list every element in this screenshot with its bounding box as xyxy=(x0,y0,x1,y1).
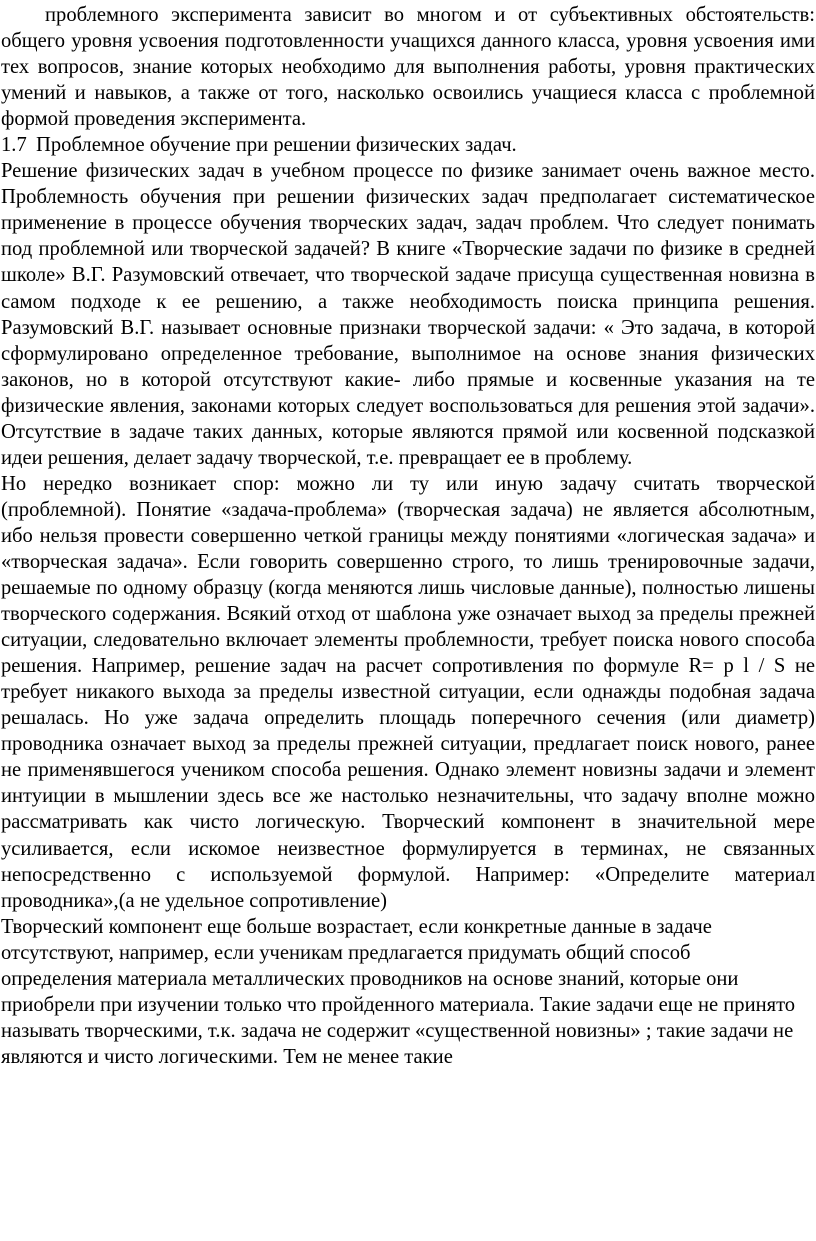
section-heading xyxy=(1,132,815,158)
paragraph-problem-tasks: Но нередко возникает спор: можно ли ту или иную задачу считать творческой (проблемной). Понятие «задача-проблема» (творческая задача) не является абсолютным, ибо нельзя провести совершенно четкой границы между понятиями «логическая задача» и «творческая задача». Если говорить совершенно строго, то лишь тренировочные задачи, решаемые по одному образцу (когда меняются лишь числовые данные), полностью лишены творческого содержания. Всякий отход от шаблона уже означает выход за пределы прежней ситуации, следовательно включает элементы проблемности, требует поиска нового способа решения. Например, решение задач на расчет сопротивления по формуле R= p l / S не требует никакого выхода за пределы известной ситуации, если однажды подобная задача решалась. Но уже задача определить площадь поперечного сечения (или диаметр) проводника означает выход за пределы прежней ситуации, предлагает поиск нового, ранее не применявшегося учеником способа решения. Однако элемент новизны задачи и элемент интуиции в мышлении здесь все же настолько незначительны, что задачу вполне можно рассматривать как чисто логическую. Творческий компонент в значительной мере усиливается, если искомое неизвестное формулируется в терминах, не связанных непосредственно с используемой формулой. Например: «Определите материал проводника»,(а не удельное сопротивление) xyxy=(1,472,815,912)
paragraph-creative-tasks: Решение физических задач в учебном процессе по физике занимает очень важное место. Проблемность обучения при решении физических задач предполагает систематическое применение в процессе обучения творческих задач, задач проблем. Что следует понимать под проблемной или творческой задачей? В книге «Творческие задачи по физике в средней школе» В.Г. Разумовский отвечает, что творческой задаче присуща существенная новизна в самом подходе к ее решению, а также необходимость поиска принципа решения. Разумовский В.Г. называет основные признаки творческой задачи: « Это задача, в которой сформулировано определенное требование, выполнимое на основе знания физических законов, но в которой отсутствуют какие- либо прямые и косвенные указания на те физические явления, законами которых следует воспользоваться для решения этой задачи». Отсутствие в задаче таких данных, которые являются прямой или косвенной подсказкой идеи решения, делает задачу творческой, т.е. превращает ее в проблему. xyxy=(1,160,815,469)
paragraph-creative-component: Творческий компонент еще больше возрастает, если конкретные данные в задаче отсутствуют, например, если ученикам предлагается придумать общий способ определения материала металлических проводников на основе знаний, которые они приобрели при изучении только что пройденного материала. Такие задачи еще не принято называть творческими, т.к. задача не содержит «существенной новизны» ; такие задачи не являются и чисто логическими. Тем не менее такие xyxy=(1,915,796,1068)
section-number: 1.7 xyxy=(1,134,27,157)
intro-paragraph: проблемного эксперимента зависит во многом и от субъективных обстоятельств: общего уровня усвоения подготовленности учащихся данного класса, уровня усвоения ими тех вопросов, знание которых необходимо для выполнения работы, уровня практических умений и навыков, а также от того, насколько освоились учащиеся класса с проблемной формой проведения эксперимента. xyxy=(1,4,815,131)
section-title: Проблемное обучение при решении физических задач. xyxy=(36,134,517,157)
document-page xyxy=(1,2,815,1070)
